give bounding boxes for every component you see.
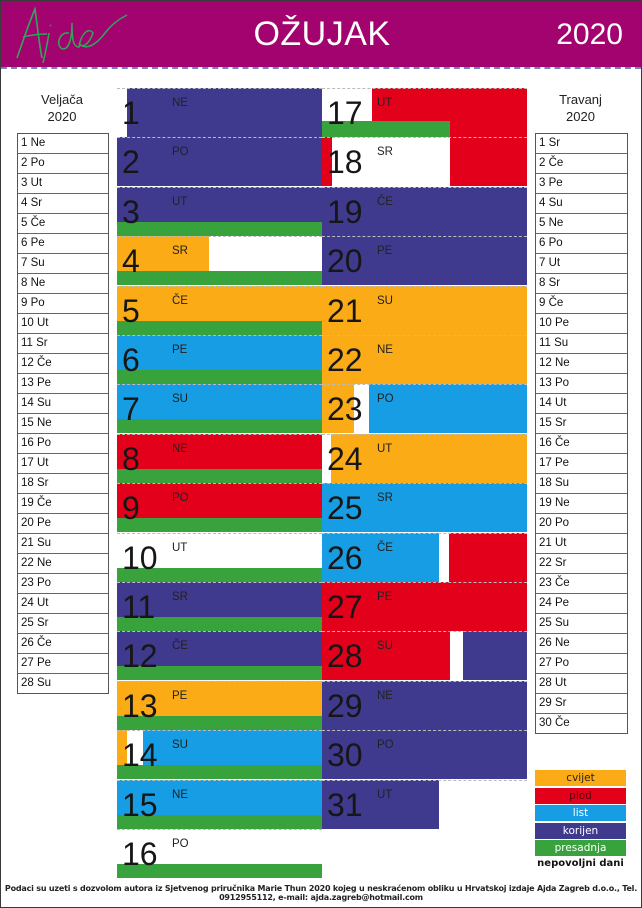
day-number: 5 xyxy=(122,292,140,329)
prev_month-day-row: 23 Po xyxy=(18,574,108,594)
next_month-day-row: 14 Ut xyxy=(536,394,627,414)
legend-item-plod: plod xyxy=(535,788,626,804)
day-block-31 xyxy=(322,780,527,829)
prev_month-day-row: 2 Po xyxy=(18,154,108,174)
prev_month-day-row: 21 Su xyxy=(18,534,108,554)
weekday-label: PE xyxy=(172,344,188,356)
day-separator xyxy=(322,730,527,731)
prev_month-day-row: 20 Pe xyxy=(18,514,108,534)
weekday-label: ČE xyxy=(172,294,188,307)
day-block-30 xyxy=(322,730,527,779)
day-separator xyxy=(117,335,322,336)
weekday-label: SR xyxy=(172,591,188,603)
prev_month-day-row: 12 Če xyxy=(18,354,108,374)
weekday-label: SR xyxy=(377,492,393,505)
prev_month-day-row: 18 Sr xyxy=(18,474,108,494)
day-number: 20 xyxy=(327,243,363,280)
korijen-segment xyxy=(117,137,322,186)
day-number: 6 xyxy=(122,342,140,378)
day-separator xyxy=(322,88,527,89)
day-block-3 xyxy=(117,187,322,236)
day-block-9 xyxy=(117,483,322,532)
day-separator xyxy=(322,681,527,682)
day-block-16 xyxy=(117,829,322,878)
weekday-label: SR xyxy=(172,245,188,258)
weekday-label: SR xyxy=(377,146,393,159)
weekday-label: UT xyxy=(377,442,393,455)
presadnja-bar xyxy=(117,321,322,335)
day-number: 23 xyxy=(327,391,363,428)
day-number: 22 xyxy=(327,342,363,378)
day-block-7 xyxy=(117,384,322,433)
next-month-list xyxy=(535,133,628,734)
next_month-day-row: 4 Su xyxy=(536,194,627,214)
weekday-label: NE xyxy=(172,97,188,109)
year-label: 2020 xyxy=(556,18,623,51)
day-number: 26 xyxy=(327,539,363,576)
day-number: 14 xyxy=(122,737,158,774)
weekday-label: SU xyxy=(377,294,393,307)
day-block-20 xyxy=(322,236,527,285)
day-separator xyxy=(117,631,322,632)
day-separator xyxy=(117,236,322,237)
day-number: 4 xyxy=(122,243,140,280)
prev_month-day-row: 19 Če xyxy=(18,494,108,514)
day-separator xyxy=(322,236,527,237)
day-separator xyxy=(117,483,322,484)
prev_month-day-row: 25 Sr xyxy=(18,614,108,634)
day-separator xyxy=(322,533,527,534)
weekday-label: SU xyxy=(172,739,188,752)
day-block-27 xyxy=(322,582,527,631)
day-separator xyxy=(117,434,322,435)
next-month-title: Travanj xyxy=(559,92,602,107)
weekday-label: SU xyxy=(377,640,393,653)
day-block-23 xyxy=(322,384,527,433)
prev_month-day-row: 11 Sr xyxy=(18,334,108,354)
prev_month-day-row: 17 Ut xyxy=(18,454,108,474)
day-block-6 xyxy=(117,335,322,384)
weekday-label: NE xyxy=(172,788,188,801)
header-divider xyxy=(1,67,641,69)
weekday-label: NE xyxy=(377,344,393,356)
prev_month-day-row: 3 Ut xyxy=(18,174,108,194)
next_month-day-row: 19 Ne xyxy=(536,494,627,514)
day-number: 28 xyxy=(327,638,363,675)
prev_month-day-row: 14 Su xyxy=(18,394,108,414)
next_month-day-row: 1 Sr xyxy=(536,134,627,154)
day-number: 29 xyxy=(327,687,363,724)
day-number: 18 xyxy=(327,144,363,181)
day-number: 31 xyxy=(327,786,363,823)
plod-segment xyxy=(450,137,527,186)
prev_month-day-row: 16 Po xyxy=(18,434,108,454)
weekday-label: PO xyxy=(172,492,189,505)
day-block-13 xyxy=(117,681,322,730)
prev_month-day-row: 9 Po xyxy=(18,294,108,314)
day-block-19 xyxy=(322,187,527,236)
day-block-25 xyxy=(322,483,527,532)
day-number: 9 xyxy=(122,490,140,527)
legend-item-cvijet: cvijet xyxy=(535,770,626,786)
day-block-28 xyxy=(322,631,527,680)
next_month-day-row: 16 Če xyxy=(536,434,627,454)
prev_month-day-row: 5 Če xyxy=(18,214,108,234)
day-number: 16 xyxy=(122,836,158,872)
day-number: 21 xyxy=(327,292,363,329)
prev_month-day-row: 7 Su xyxy=(18,254,108,274)
prev_month-day-row: 24 Ut xyxy=(18,594,108,614)
prev_month-day-row: 1 Ne xyxy=(18,134,108,154)
day-number: 15 xyxy=(122,786,158,823)
day-number: 24 xyxy=(327,440,363,477)
next_month-day-row: 11 Su xyxy=(536,334,627,354)
day-separator xyxy=(117,829,322,830)
day-separator xyxy=(117,730,322,731)
next-month-heading xyxy=(535,91,626,125)
weekday-label: PO xyxy=(172,146,189,159)
plod-segment xyxy=(449,533,527,582)
day-block-24 xyxy=(322,434,527,483)
day-separator xyxy=(322,582,527,583)
prev_month-day-row: 4 Sr xyxy=(18,194,108,214)
day-separator xyxy=(117,137,322,138)
day-block-21 xyxy=(322,286,527,335)
day-separator xyxy=(117,384,322,385)
day-block-18 xyxy=(322,137,527,186)
prev-month-list xyxy=(17,133,109,694)
day-separator xyxy=(322,187,527,188)
next_month-day-row: 15 Sr xyxy=(536,414,627,434)
weekday-label: UT xyxy=(172,195,188,208)
day-number: 12 xyxy=(122,638,158,675)
presadnja-bar xyxy=(117,518,322,532)
legend xyxy=(535,770,626,869)
next_month-day-row: 20 Po xyxy=(536,514,627,534)
presadnja-bar xyxy=(117,271,322,285)
list-segment xyxy=(143,730,322,765)
next-month-year: 2020 xyxy=(566,109,595,124)
next_month-day-row: 13 Po xyxy=(536,374,627,394)
legend-item-presadnja: presadnja xyxy=(535,840,626,856)
footer-credits: Podaci su uzeti s dozvolom autora iz Sjetvenog priručnika Marie Thun 2020 kojeg u neskraćenom obliku u Hrvatskoj izdaje Ajda Zagreb d.o.o., Tel. 0912955112, e-mail: ajda.zagreb@hotmail.com xyxy=(4,884,638,902)
prev_month-day-row: 13 Pe xyxy=(18,374,108,394)
next_month-day-row: 6 Po xyxy=(536,234,627,254)
day-block-11 xyxy=(117,582,322,631)
header-banner xyxy=(1,1,641,67)
next_month-day-row: 27 Po xyxy=(536,654,627,674)
weekday-label: ČE xyxy=(172,640,188,653)
day-block-10 xyxy=(117,533,322,582)
day-separator xyxy=(117,681,322,682)
prev-month-title: Veljača xyxy=(41,92,83,107)
next_month-day-row: 23 Če xyxy=(536,574,627,594)
day-block-1 xyxy=(117,88,322,137)
next_month-day-row: 25 Su xyxy=(536,614,627,634)
prev_month-day-row: 22 Ne xyxy=(18,554,108,574)
day-separator xyxy=(322,286,527,287)
day-number: 27 xyxy=(327,589,363,625)
prev_month-day-row: 26 Če xyxy=(18,634,108,654)
day-number: 13 xyxy=(122,687,158,724)
day-number: 10 xyxy=(122,539,158,576)
weekday-label: NE xyxy=(377,689,393,702)
day-separator xyxy=(322,335,527,336)
day-block-8 xyxy=(117,434,322,483)
month-title: OŽUJAK xyxy=(253,15,391,53)
prev-month-heading xyxy=(17,91,107,125)
day-separator xyxy=(322,631,527,632)
day-block-4 xyxy=(117,236,322,285)
next_month-day-row: 2 Če xyxy=(536,154,627,174)
weekday-label: NE xyxy=(172,442,188,455)
day-separator xyxy=(117,88,322,89)
prev_month-day-row: 15 Ne xyxy=(18,414,108,434)
day-block-26 xyxy=(322,533,527,582)
prev_month-day-row: 6 Pe xyxy=(18,234,108,254)
legend-item-list: list xyxy=(535,805,626,821)
prev_month-day-row: 27 Pe xyxy=(18,654,108,674)
next_month-day-row: 5 Ne xyxy=(536,214,627,234)
day-number: 8 xyxy=(122,440,140,477)
day-separator xyxy=(322,434,527,435)
weekday-label: PO xyxy=(377,739,394,752)
weekday-label: UT xyxy=(377,788,393,801)
next_month-day-row: 24 Pe xyxy=(536,594,627,614)
presadnja-bar xyxy=(117,222,322,236)
prev_month-day-row: 28 Su xyxy=(21,677,52,689)
weekday-label: PE xyxy=(377,245,393,258)
presadnja-bar xyxy=(117,370,322,384)
prev_month-day-row: 8 Ne xyxy=(18,274,108,294)
day-separator xyxy=(322,384,527,385)
weekday-label: UT xyxy=(172,541,188,554)
day-block-15 xyxy=(117,780,322,829)
day-number: 17 xyxy=(327,95,363,131)
weekday-label: PE xyxy=(172,689,188,702)
next_month-day-row: 30 Če xyxy=(539,717,570,729)
next_month-day-row: 10 Pe xyxy=(536,314,627,334)
next_month-day-row: 18 Su xyxy=(536,474,627,494)
presadnja-bar xyxy=(117,469,322,483)
weekday-label: SU xyxy=(172,393,188,406)
day-block-29 xyxy=(322,681,527,730)
next_month-day-row: 8 Sr xyxy=(536,274,627,294)
day-number: 11 xyxy=(122,589,156,625)
day-number: 3 xyxy=(122,193,140,230)
day-number: 25 xyxy=(327,490,363,527)
day-separator xyxy=(322,483,527,484)
next_month-day-row: 3 Pe xyxy=(536,174,627,194)
day-number: 30 xyxy=(327,737,363,774)
weekday-label: PO xyxy=(377,393,394,406)
day-separator xyxy=(117,187,322,188)
next_month-day-row: 29 Sr xyxy=(536,694,627,714)
next_month-day-row: 9 Če xyxy=(536,294,627,314)
presadnja-bar xyxy=(117,419,322,433)
day-block-22 xyxy=(322,335,527,384)
legend-item-korijen: korijen xyxy=(535,823,626,839)
day-number: 7 xyxy=(122,391,140,428)
day-number: 19 xyxy=(327,193,363,230)
day-separator xyxy=(117,582,322,583)
list-segment xyxy=(369,384,527,433)
day-separator xyxy=(117,780,322,781)
day-separator xyxy=(117,286,322,287)
weekday-label: PO xyxy=(172,838,189,850)
next_month-day-row: 21 Ut xyxy=(536,534,627,554)
prev_month-day-row: 10 Ut xyxy=(18,314,108,334)
day-separator xyxy=(117,533,322,534)
day-block-14 xyxy=(117,730,322,779)
weekday-label: ČE xyxy=(377,195,393,208)
next_month-day-row: 26 Ne xyxy=(536,634,627,654)
next_month-day-row: 28 Ut xyxy=(536,674,627,694)
legend-note: nepovoljni dani xyxy=(537,857,624,869)
day-separator xyxy=(322,780,527,781)
weekday-label: PE xyxy=(377,591,393,603)
next_month-day-row: 22 Sr xyxy=(536,554,627,574)
day-number: 2 xyxy=(122,144,140,181)
day-separator xyxy=(322,137,527,138)
korijen-segment xyxy=(463,631,527,680)
day-block-5 xyxy=(117,286,322,335)
korijen-segment xyxy=(127,88,322,137)
weekday-label: ČE xyxy=(377,541,393,554)
day-number: 1 xyxy=(122,95,140,131)
day-block-17 xyxy=(322,88,527,137)
prev-month-year: 2020 xyxy=(47,109,77,124)
next_month-day-row: 7 Ut xyxy=(536,254,627,274)
next_month-day-row: 17 Pe xyxy=(536,454,627,474)
day-block-2 xyxy=(117,137,322,186)
next_month-day-row: 12 Ne xyxy=(536,354,627,374)
weekday-label: UT xyxy=(377,97,393,109)
day-block-12 xyxy=(117,631,322,680)
